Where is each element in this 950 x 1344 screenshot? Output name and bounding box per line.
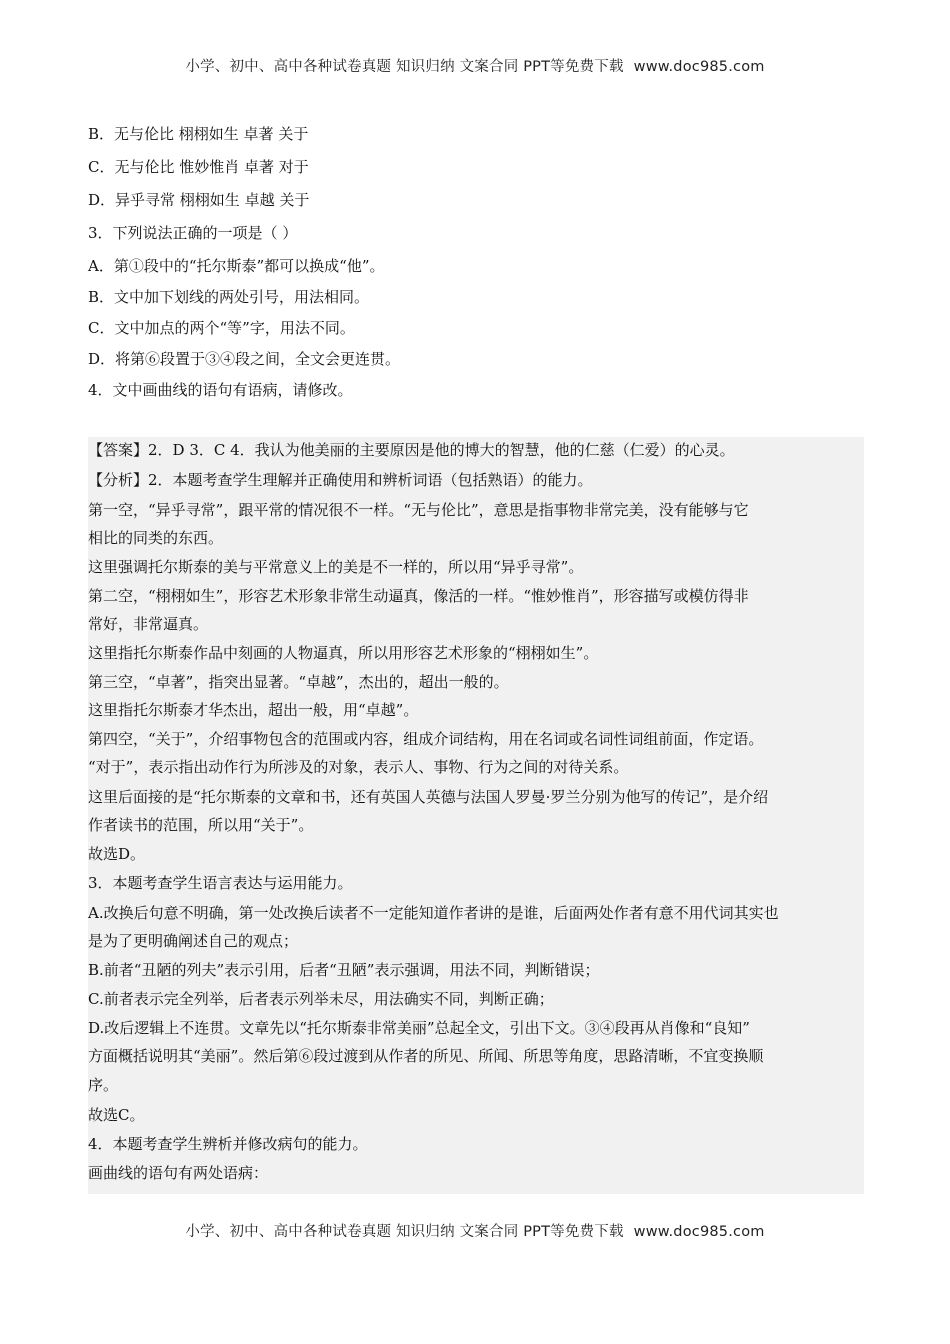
analysis-line: 画曲线的语句有两处语病： xyxy=(88,1164,269,1182)
option-c: C．无与伦比 惟妙惟肖 卓著 对于 xyxy=(88,158,309,176)
analysis-line: 是为了更明确阐述自己的观点； xyxy=(88,932,299,950)
question-4: 4．文中画曲线的语句有语病，请修改。 xyxy=(88,381,353,399)
answer-analysis-box xyxy=(88,437,864,1194)
q3-option-a: A．第①段中的“托尔斯泰”都可以换成“他”。 xyxy=(88,257,385,275)
analysis-line: 第二空，“栩栩如生”，形容艺术形象非常生动逼真，像活的一样。“惟妙惟肖”，形容描写或模仿得非 xyxy=(88,587,749,605)
option-d: D．异乎寻常 栩栩如生 卓越 关于 xyxy=(88,191,310,209)
q3-option-d: D．将第⑥段置于③④段之间，全文会更连贯。 xyxy=(88,350,401,368)
page-footer xyxy=(0,1220,950,1241)
analysis-line: 相比的同类的东西。 xyxy=(88,529,224,547)
analysis-line: C.前者表示完全列举，后者表示列举未尽，用法确实不同，判断正确； xyxy=(88,990,554,1008)
analysis-line: 【分析】2．本题考查学生理解并正确使用和辨析词语（包括熟语）的能力。 xyxy=(88,471,593,489)
answer-line: 【答案】2．D 3．C 4．我认为他美丽的主要原因是他的博大的智慧，他的仁慈（仁爱）的心灵。 xyxy=(88,441,735,459)
analysis-line: 这里后面接的是“托尔斯泰的文章和书，还有英国人英德与法国人罗曼·罗兰分别为他写的传记”，是介绍 xyxy=(88,788,769,806)
analysis-line: D.改后逻辑上不连贯。文章先以“托尔斯泰非常美丽”总起全文，引出下文。③④段再从肖像和“良知” xyxy=(88,1019,750,1037)
header-text: 小学、初中、高中各种试卷真题 知识归纳 文案合同 PPT等免费下载 xyxy=(185,59,624,75)
q3-option-c: C．文中加点的两个“等”字，用法不同。 xyxy=(88,319,355,337)
analysis-line: 故选C。 xyxy=(88,1106,145,1124)
analysis-line: 第三空，“卓著”，指突出显著。“卓越”，杰出的，超出一般的。 xyxy=(88,673,509,691)
analysis-line: 第一空，“异乎寻常”，跟平常的情况很不一样。“无与伦比”，意思是指事物非常完美，没有能够与它 xyxy=(88,501,749,519)
analysis-line: 3．本题考查学生语言表达与运用能力。 xyxy=(88,874,353,892)
question-3: 3．下列说法正确的一项是（ ） xyxy=(88,224,298,242)
analysis-line: 这里强调托尔斯泰的美与平常意义上的美是不一样的，所以用“异乎寻常”。 xyxy=(88,558,584,576)
option-b: B．无与伦比 栩栩如生 卓著 关于 xyxy=(88,125,309,143)
analysis-line: B.前者“丑陋的列夫”表示引用，后者“丑陋”表示强调，用法不同，判断错误； xyxy=(88,961,600,979)
analysis-line: 序。 xyxy=(88,1076,119,1094)
footer-text: 小学、初中、高中各种试卷真题 知识归纳 文案合同 PPT等免费下载 xyxy=(185,1224,624,1240)
analysis-line: 第四空，“关于”，介绍事物包含的范围或内容，组成介词结构，用在名词或名词性词组前面，作定语。 xyxy=(88,730,764,748)
analysis-line: A.改换后句意不明确，第一处改换后读者不一定能知道作者讲的是谁，后面两处作者有意不用代词其实也 xyxy=(88,904,779,922)
analysis-line: 这里指托尔斯泰作品中刻画的人物逼真，所以用形容艺术形象的“栩栩如生”。 xyxy=(88,644,599,662)
q3-option-b: B．文中加下划线的两处引号，用法相同。 xyxy=(88,288,370,306)
analysis-line: 这里指托尔斯泰才华杰出，超出一般，用“卓越”。 xyxy=(88,701,419,719)
analysis-line: “对于”，表示指出动作行为所涉及的对象，表示人、事物、行为之间的对待关系。 xyxy=(88,758,629,776)
analysis-line: 作者读书的范围，所以用“关于”。 xyxy=(88,816,314,834)
page-header xyxy=(0,55,950,76)
footer-site-link[interactable]: www.doc985.com xyxy=(633,1224,765,1240)
analysis-line: 常好，非常逼真。 xyxy=(88,615,209,633)
header-site-link[interactable]: www.doc985.com xyxy=(633,59,765,75)
analysis-line: 故选D。 xyxy=(88,845,146,863)
analysis-line: 方面概括说明其“美丽”。然后第⑥段过渡到从作者的所见、所闻、所思等角度，思路清晰，不宜变换顺 xyxy=(88,1047,764,1065)
analysis-line: 4．本题考查学生辨析并修改病句的能力。 xyxy=(88,1135,368,1153)
